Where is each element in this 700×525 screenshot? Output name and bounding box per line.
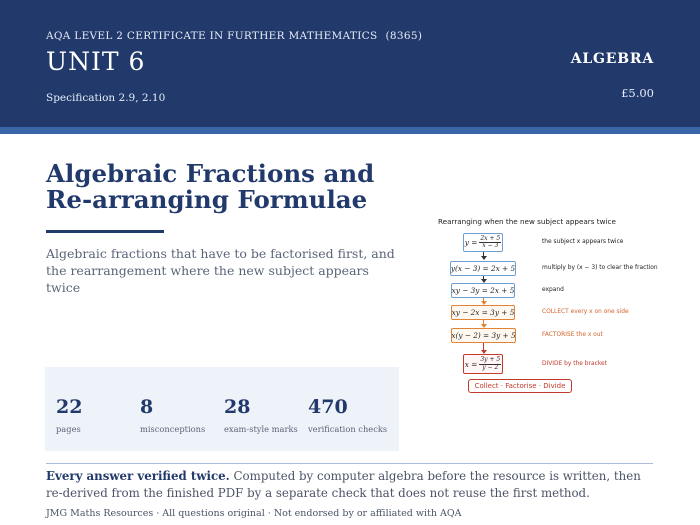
step-divide (463, 354, 503, 374)
step-note: multiply by (x − 3) to clear the fraction (542, 265, 658, 271)
step-expand: xy − 3y = 2x + 5 (451, 283, 515, 298)
fraction-numerator: 3y + 5 (480, 356, 501, 363)
step-note: FACTORISE the x out (542, 332, 603, 338)
step-lhs: x = (464, 359, 478, 369)
stat-value: 8 (140, 396, 154, 418)
stat-verification-checks (308, 396, 387, 434)
verification-lead: Every answer verified twice. (46, 469, 230, 483)
stats-panel (45, 367, 399, 451)
step-lhs: y = (464, 238, 478, 247)
step-multiply: y(x − 3) = 2x + 5 (450, 261, 516, 276)
certificate-line (46, 30, 422, 42)
stat-exam-marks (224, 396, 298, 434)
stat-label: verification checks (308, 424, 388, 434)
stat-value: 28 (224, 396, 251, 418)
step-start (463, 233, 503, 252)
step-note: the subject x appears twice (542, 239, 624, 245)
step-fraction (479, 236, 501, 250)
step-note: COLLECT every x on one side (542, 309, 629, 315)
stat-pages (56, 396, 82, 434)
step-note: DIVIDE by the bracket (542, 361, 607, 367)
stat-label: misconceptions (140, 424, 206, 434)
price-label: £5.00 (621, 86, 654, 100)
fraction-numerator: 2x + 5 (480, 234, 501, 242)
certificate-name: AQA LEVEL 2 CERTIFICATE IN FURTHER MATHEMATICS (46, 30, 378, 42)
step-collect: xy − 2x = 3y + 5 (451, 305, 515, 320)
verification-note (46, 468, 658, 502)
footer: JMG Maths Resources · All questions original · Not endorsed by or affiliated with AQA (46, 508, 462, 519)
page-subtitle: Algebraic fractions that have to be factorised first, and the rearrangement where the new subject appears twice (46, 246, 395, 295)
stat-misconceptions (140, 396, 205, 434)
page-title: Algebraic Fractions and Re-arranging Formulae (46, 159, 375, 214)
stat-label: exam-style marks (224, 424, 298, 434)
diagram-title: Rearranging when the new subject appears twice (438, 217, 616, 226)
fraction-denominator: y − 2 (482, 363, 499, 371)
qualification-code: (8365) (385, 30, 423, 42)
unit-title: UNIT 6 (46, 47, 146, 76)
fraction-denominator: x − 3 (482, 242, 499, 249)
specification-reference: Specification 2.9, 2.10 (46, 92, 166, 104)
title-underline (46, 230, 164, 233)
header-stripe (0, 127, 700, 134)
stat-label: pages (56, 424, 81, 434)
step-factorise: x(y − 2) = 3y + 5 (451, 328, 516, 343)
header-banner (0, 0, 700, 127)
stat-value: 22 (56, 396, 83, 418)
step-note: expand (542, 287, 564, 293)
topic-label: ALGEBRA (570, 51, 654, 67)
stat-value: 470 (308, 396, 348, 418)
step-fraction (479, 357, 501, 371)
method-summary: Collect · Factorise · Divide (468, 379, 572, 393)
verification-divider (46, 463, 653, 464)
verification-text: Computed by computer algebra before the resource is written, then re-derived from the finished PDF by a separate check that does not reuse the first method. (46, 469, 641, 500)
